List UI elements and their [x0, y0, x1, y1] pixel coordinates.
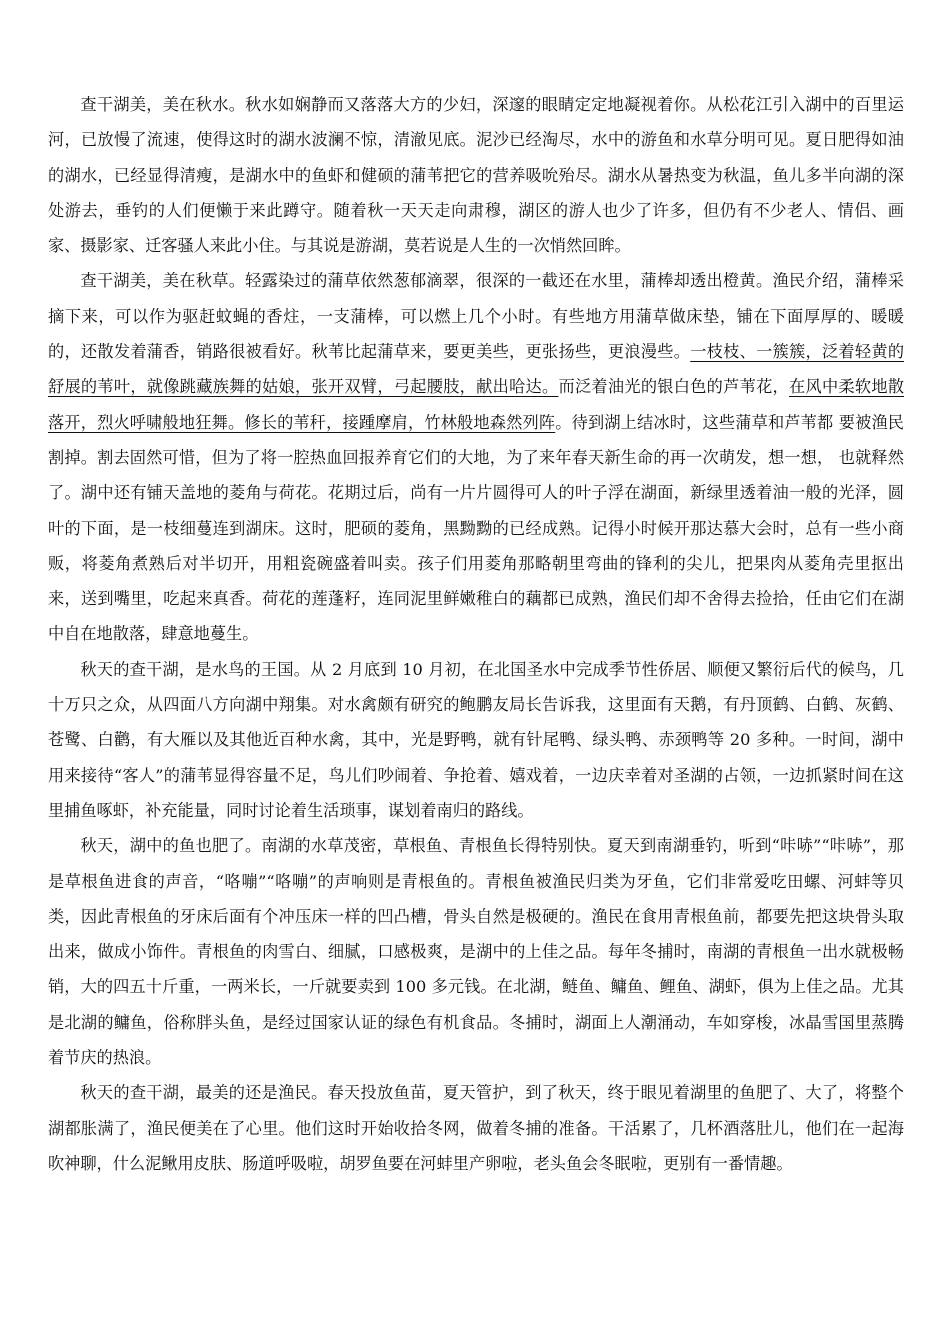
paragraph-text: 秋天的查干湖，最美的还是渔民。春天投放鱼苗，夏天管护，到了秋天，终于眼见着湖里的鱼肥了、大了，将整个湖都胀满了，渔民便美在了心里。他们这时开始收拾冬网，做着冬捕的准备。干活累了，几杯酒落肚儿，他们在一起海吹神聊，什么泥鳅用皮肤、肠道呼吸啦，胡罗鱼要在河蚌里产卵啦，老头鱼会冬眠啦，更别有一番情趣。 — [48, 1083, 904, 1173]
paragraph-autumn-grass — [48, 263, 904, 651]
underlined-reed-leaves-sentence: 一枝枝、一簇簇，泛着轻黄的舒展的苇叶，就像跳藏族舞的姑娘，张开双臂，弓起腰肢，献出哈达。 — [48, 342, 905, 397]
paragraph-text: 查干湖美，美在秋水。秋水如娴静而又落落大方的少妇，深邃的眼睛定定地凝视着你。从松花江引入湖中的百里运河，已放慢了流速，使得这时的湖水波澜不惊，清澈见底。泥沙已经淘尽，水中的游鱼和水草分明可见。夏日肥得如油的湖水，已经显得清瘦，是湖水中的鱼虾和健硕的蒲苇把它的营养吸吮殆尽。湖水从暑热变为秋温，鱼儿多半向湖的深处游去，垂钓的人们便懒于来此蹲守。随着秋一天天走向肃穆，湖区的游人也少了许多，但仍有不少老人、情侣、画家、摄影家、迁客骚人来此小住。与其说是游湖，莫若说是人生的一次悄然回眸。 — [48, 95, 904, 256]
paragraph-water-birds — [48, 652, 904, 828]
article-body — [48, 87, 904, 1181]
paragraph-text: 秋天，湖中的鱼也肥了。南湖的水草茂密，草根鱼、青根鱼长得特别快。夏天到南湖垂钓，听到“咔哧”“咔哧”，那是草根鱼进食的声音，“咯嘣”“咯嘣”的声响则是青根鱼的。青根鱼被渔民归类为牙鱼，它们非常爱吃田螺、河蚌等贝类，因此青根鱼的牙床后面有个冲压床一样的凹凸槽，骨头自然是极硬的。渔民在食用青根鱼前，都要先把这块骨头取出来，做成小饰件。青根鱼的肉雪白、细腻，口感极爽，是湖中的上佳之品。每年冬捕时，南湖的青根鱼一出水就极畅销，大的四五十斤重，一两米长，一斤就要卖到 100 多元钱。在北湖，鲢鱼、鳙鱼、鲤鱼、湖虾，俱为上佳之品。尤其是北湖的鳙鱼，俗称胖头鱼，是经过国家认证的绿色有机食品。冬捕时，湖面上人潮涌动，车如穿梭，冰晶雪国里蒸腾着节庆的热浪。 — [48, 836, 904, 1068]
paragraph-text: 。待到湖上结冰时，这些蒲草和芦苇都 要被渔民割掉。割去固然可惜，但为了将一腔热血回报养育它们的大地，为了来年春天新生命的再一次萌发，想一想， 也就释然了。湖中还有铺天盖地的菱角与荷花。花期过后，尚有一片片圆得可人的叶子浮在湖面，新绿里透着油一般的光泽，圆叶的下面，是一枝细蔓连到湖床。这时，肥硕的菱角，黑黝黝的已经成熟。记得小时候开那达慕大会时，总有一些小商贩，将菱角煮熟后对半切开，用粗瓷碗盛着叫卖。孩子们用菱角那略朝里弯曲的锋利的尖儿，把果肉从菱角壳里抠出来，送到嘴里，吃起来真香。荷花的莲蓬籽，连同泥里鲜嫩稚白的藕都已成熟，渔民们却不舍得去捡拾，任由它们在湖中自在地散落，肆意地蔓生。 — [48, 412, 904, 644]
underlined-reed-flowers-sentence: 在风中柔软地散落开，烈火呼啸般地狂舞。修长的苇秆，接踵摩肩，竹林般地森然列阵 — [48, 377, 905, 432]
paragraph-autumn-fish — [48, 828, 904, 1075]
paragraph-text: 秋天的查干湖，是水鸟的王国。从 2 月底到 10 月初，在北国圣水中完成季节性侨居、顺便又繁衍后代的候鸟，几十万只之众，从四面八方向湖中翔集。对水禽颇有研究的鲍鹏友局长告诉我，这里面有天鹅，有丹顶鹤、白鹤、灰鹤、苍鹭、白鹳，有大雁以及其他近百种水禽，其中，光是野鸭，就有针尾鸭、绿头鸭、赤颈鸭等 20 多种。一时间，湖中用来接待“客人”的蒲苇显得容量不足，鸟儿们吵闹着、争抢着、嬉戏着，一边庆幸着对圣湖的占领，一边抓紧时间在这里捕鱼啄虾，补充能量，同时讨论着生活琐事，谋划着南归的路线。 — [48, 659, 904, 820]
paragraph-text: 而泛着油光的银白色的芦苇花， — [558, 377, 790, 397]
paragraph-autumn-water — [48, 87, 904, 263]
paragraph-fishermen — [48, 1075, 904, 1181]
paragraph-text: 查干湖美，美在秋草。轻露染过的蒲草依然葱郁滴翠，很深的一截还在水里，蒲棒却透出橙黄。渔民介绍，蒲棒采摘下来，可以作为驱赶蚊蝇的香炷，一支蒲棒，可以燃上几个小时。有些地方用蒲草做床垫，铺在下面厚厚的、暖暖的，还散发着蒲香，销路很被看好。秋苇比起蒲草来，要更美些，更张扬些，更浪漫些。 — [48, 271, 904, 362]
